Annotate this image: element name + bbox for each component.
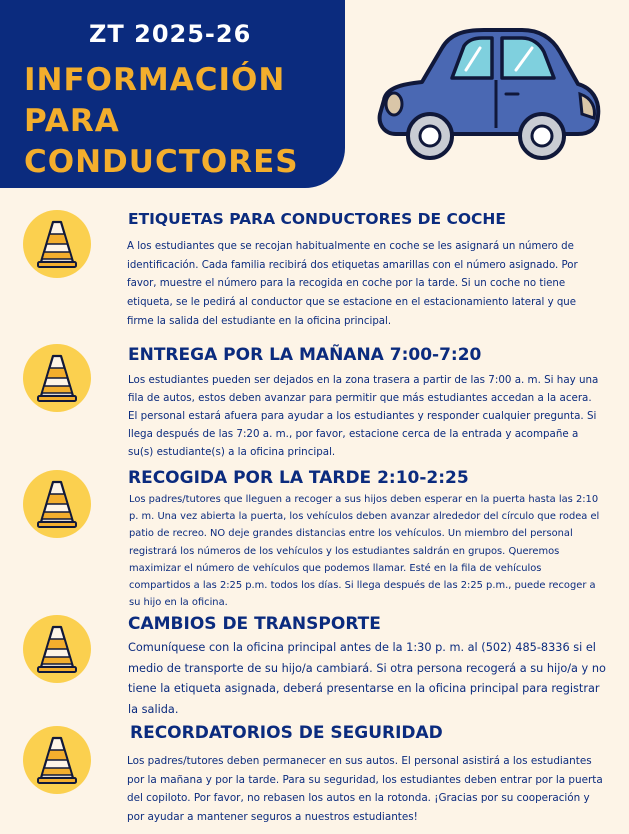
header-banner bbox=[0, 0, 345, 188]
section-body: Comuníquese con la oficina principal antes de la 1:30 p. m. al (502) 485-8336 si el medio de transporte de su hijo/a cambiará. Si otra persona recogerá a su hijo/a y no tiene la etiqueta asignada, deberá presentarse en la oficina principal para registrar la salida. bbox=[128, 641, 606, 716]
section-title: ENTREGA POR LA MAÑANA 7:00-7:20 bbox=[128, 345, 482, 365]
section-driver-tags bbox=[0, 200, 629, 330]
section-title: ETIQUETAS PARA CONDUCTORES DE COCHE bbox=[128, 210, 506, 228]
traffic-cone-icon bbox=[37, 623, 77, 675]
cone-badge bbox=[23, 615, 91, 683]
traffic-cone-icon bbox=[37, 734, 77, 786]
section-body: Los estudiantes pueden ser dejados en la zona trasera a partir de las 7:00 a. m. Si hay una fila de autos, estos deben avanzar para permitir que más estudiantes accedan a la acera. El personal estará afuera para ayudar a los estudiantes y responder cualquier pregunta. Si llega después de las 7:20 a. m., por favor, estacione cerca de la entrada y acompañe a su(s) estudiante(s) a la oficina principal. bbox=[128, 374, 599, 458]
section-title: RECORDATORIOS DE SEGURIDAD bbox=[130, 723, 443, 743]
section-body: A los estudiantes que se recojan habitualmente en coche se les asignará un número de identificación. Cada familia recibirá dos etiquetas amarillas con el número asignado. Por favor, muestre el número para la recogida en coche por la tarde. Si un coche no tiene etiqueta, se le pedirá al conductor que se estacione en el estacionamiento lateral y que firme la salida del estudiante en la oficina principal. bbox=[127, 241, 578, 327]
page-title bbox=[24, 60, 344, 183]
cone-badge bbox=[23, 210, 91, 278]
traffic-cone-icon bbox=[37, 478, 77, 530]
section-body: Los padres/tutores que lleguen a recoger a sus hijos deben esperar en la puerta hasta las 2:10 p. m. Una vez abierta la puerta, los vehículos deben avanzar alrededor del círculo que rodea el patio de recreo. NO deje grandes distancias entre los vehículos. Un miembro del personal registrará los números de los vehículos y los estudiantes saldrán en grupos. Queremos maximizar el número de vehículos que podemos llamar. Esté en la fila de vehículos compartidos a las 2:25 p.m. todos los días. Si llega después de las 2:25 p.m., puede recoger a su hijo en la oficina. bbox=[129, 494, 600, 609]
header-year: ZT 2025-26 bbox=[89, 20, 252, 48]
cone-badge bbox=[23, 470, 91, 538]
section-afternoon-pickup bbox=[0, 462, 629, 610]
car-icon bbox=[372, 18, 602, 178]
section-morning-dropoff bbox=[0, 338, 629, 468]
traffic-cone-icon bbox=[37, 352, 77, 404]
section-title: RECOGIDA POR LA TARDE 2:10-2:25 bbox=[128, 468, 469, 488]
section-title: CAMBIOS DE TRANSPORTE bbox=[128, 614, 381, 634]
title-line: CONDUCTORES bbox=[24, 144, 299, 180]
cone-badge bbox=[23, 344, 91, 412]
section-body: Los padres/tutores deben permanecer en sus autos. El personal asistirá a los estudiantes por la mañana y por la tarde. Para su seguridad, los estudiantes deben entrar por la puerta del copiloto. Por favor, no rebasen los autos en la rotonda. ¡Gracias por su cooperación y por ayudar a mantener seguros a nuestros estudiantes! bbox=[127, 755, 603, 823]
section-transport-changes bbox=[0, 610, 629, 718]
title-line: PARA bbox=[24, 103, 120, 139]
cone-badge bbox=[23, 726, 91, 794]
traffic-cone-icon bbox=[37, 218, 77, 270]
section-safety-reminders bbox=[0, 718, 629, 834]
title-line: INFORMACIÓN bbox=[24, 62, 286, 98]
